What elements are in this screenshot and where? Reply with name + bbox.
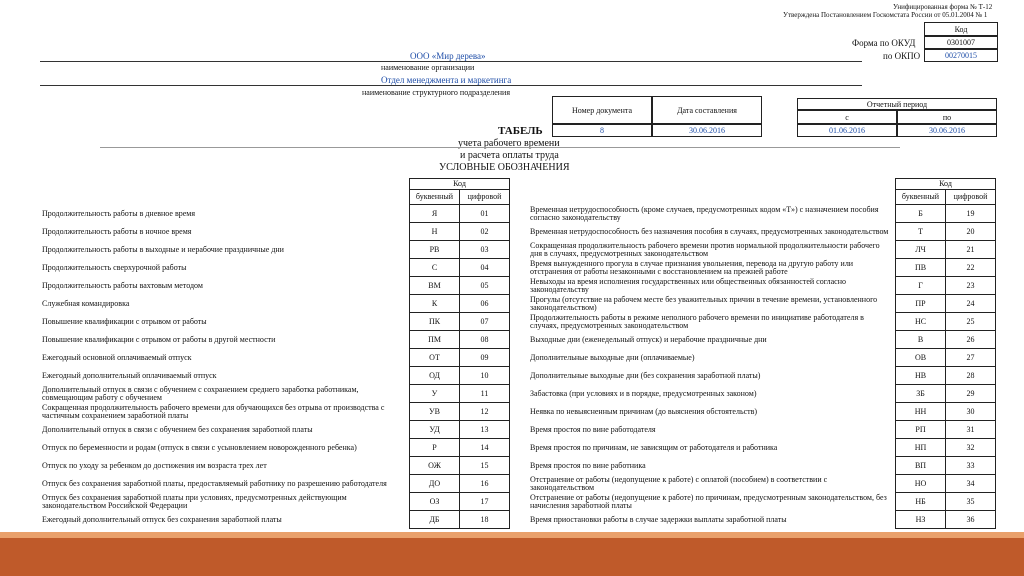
legend-letter-code: УД: [410, 421, 460, 439]
legend-letter-code: ПР: [896, 295, 946, 313]
legend-letter-code: НВ: [896, 367, 946, 385]
legend-description: Продолжительность сверхурочной работы: [42, 262, 187, 272]
legend-letter-code: НО: [896, 475, 946, 493]
legend-digit-header: цифровой: [460, 190, 510, 205]
legend-digit-code: 10: [460, 367, 510, 385]
legend-digit-code: 14: [460, 439, 510, 457]
legend-table-right: [528, 178, 996, 529]
legend-description: Временная нетрудоспособность без назначения пособия в случаях, предусмотренных законодательством: [530, 226, 889, 236]
legend-digit-code: 22: [946, 259, 996, 277]
legend-description: Ежегодный дополнительный отпуск без сохранения заработной платы: [42, 514, 282, 524]
legend-description: Забастовка (при условиях и в порядке, предусмотренных законом): [530, 388, 757, 398]
legend-letter-code: НЗ: [896, 511, 946, 529]
legend-description: Невыходы на время исполнения государственных или общественных обязанностей согласно законодательству: [530, 276, 846, 294]
legend-row: [528, 349, 996, 367]
document-subtitle-1: учета рабочего времени: [458, 138, 560, 149]
legend-description: Ежегодный дополнительный оплачиваемый отпуск: [42, 370, 217, 380]
legend-letter-code: ОЗ: [410, 493, 460, 511]
legend-letter-code: Н: [410, 223, 460, 241]
legend-description: Неявка по невыясненным причинам (до выяснения обстоятельств): [530, 406, 758, 416]
legend-digit-code: 06: [460, 295, 510, 313]
bottom-bar: [0, 538, 1024, 576]
legend-row: [528, 205, 996, 223]
legend-description: Сокращенная продолжительность рабочего времени против нормальной продолжительности рабочего дня в случаях, предусмотренных законодательством: [530, 240, 880, 258]
doc-number-header: Номер документа: [552, 96, 652, 124]
legend-description: Время простоя по причинам, не зависящим от работодателя и работника: [530, 442, 778, 452]
legend-letter-code: ОТ: [410, 349, 460, 367]
organization-name: ООО «Мир дерева»: [410, 51, 486, 61]
legend-kod-header: Код: [410, 179, 510, 190]
legend-row: [40, 367, 510, 385]
legend-row: [40, 457, 510, 475]
legend-description: Прогулы (отсутствие на рабочем месте без уважительных причин в течение времени, установленного законодательством): [530, 294, 878, 312]
legend-description: Время вынужденного прогула в случае признания увольнения, перевода на другую работу или отстранения от работы незаконными с восстановлением на прежней работе: [530, 258, 854, 276]
legend-digit-code: 27: [946, 349, 996, 367]
legend-row: [40, 259, 510, 277]
legend-letter-code: Р: [410, 439, 460, 457]
legend-digit-code: 31: [946, 421, 996, 439]
legend-description: Продолжительность работы вахтовым методом: [42, 280, 203, 290]
department-caption: наименование структурного подразделения: [362, 88, 511, 97]
form-number: Унифицированная форма № Т-12: [893, 3, 993, 11]
legend-description: Время простоя по вине работника: [530, 460, 646, 470]
legend-digit-code: 05: [460, 277, 510, 295]
legend-digit-code: 32: [946, 439, 996, 457]
okud-value-cell: 0301007: [924, 36, 998, 49]
legend-digit-code: 23: [946, 277, 996, 295]
legend-letter-code: ЗБ: [896, 385, 946, 403]
legend-digit-code: 09: [460, 349, 510, 367]
legend-description: Служебная командировка: [42, 298, 130, 308]
legend-letter-code: УВ: [410, 403, 460, 421]
legend-letter-code: ПК: [410, 313, 460, 331]
legend-description: Отстранение от работы (недопущение к работе) по причинам, предусмотренным законодательством, без начисления заработной платы: [530, 492, 887, 510]
legend-description: Дополнительные выходные дни (оплачиваемые): [530, 352, 695, 362]
legend-letter-code: ОЖ: [410, 457, 460, 475]
legend-row: [528, 475, 996, 493]
legend-letter-code: ОД: [410, 367, 460, 385]
legend-row: [40, 205, 510, 223]
legend-letter-code: К: [410, 295, 460, 313]
legend-row: [40, 385, 510, 403]
legend-digit-code: 34: [946, 475, 996, 493]
legend-row: [528, 493, 996, 511]
legend-digit-code: 02: [460, 223, 510, 241]
legend-digit-code: 29: [946, 385, 996, 403]
legend-description: Время простоя по вине работодателя: [530, 424, 656, 434]
legend-description: Продолжительность работы в ночное время: [42, 226, 192, 236]
legend-row: [40, 223, 510, 241]
subtitle-line: [100, 147, 900, 148]
legend-letter-code: РП: [896, 421, 946, 439]
legend-letter-code: НП: [896, 439, 946, 457]
period-from-header: с: [797, 110, 897, 124]
legend-letter-code: ПМ: [410, 331, 460, 349]
period-from-value: 01.06.2016: [797, 124, 897, 137]
legend-digit-code: 15: [460, 457, 510, 475]
kod-header-cell: Код: [924, 22, 998, 36]
legend-row: [528, 223, 996, 241]
legend-letter-code: ОВ: [896, 349, 946, 367]
legend-letter-code: Г: [896, 277, 946, 295]
organization-caption: наименование организации: [381, 63, 475, 72]
legend-letter-code: РВ: [410, 241, 460, 259]
legend-description: Отпуск по беременности и родам (отпуск в связи с усыновлением новорожденного ребенка): [42, 442, 357, 452]
legend-letter-code: У: [410, 385, 460, 403]
legend-description: Дополнительные выходные дни (без сохранения заработной платы): [530, 370, 761, 380]
legend-digit-code: 12: [460, 403, 510, 421]
legend-row: [40, 295, 510, 313]
legend-description: Повышение квалификации с отрывом от работы: [42, 316, 207, 326]
legend-digit-code: 07: [460, 313, 510, 331]
doc-number-value: 8: [552, 124, 652, 137]
legend-digit-code: 19: [946, 205, 996, 223]
legend-letter-code: ВП: [896, 457, 946, 475]
legend-description: Время приостановки работы в случае задержки выплаты заработной платы: [530, 514, 787, 524]
legend-digit-code: 25: [946, 313, 996, 331]
legend-letter-code: Я: [410, 205, 460, 223]
legend-letter-code: С: [410, 259, 460, 277]
legend-digit-code: 04: [460, 259, 510, 277]
department-underline: [40, 85, 862, 86]
legend-row: [528, 385, 996, 403]
legend-row: [40, 277, 510, 295]
doc-date-value: 30.06.2016: [652, 124, 762, 137]
legend-description: Продолжительность работы в выходные и нерабочие праздничные дни: [42, 244, 284, 254]
department-name: Отдел менеджмента и маркетинга: [381, 75, 512, 85]
legend-description: Временная нетрудоспособность (кроме случаев, предусмотренных кодом «Т») с назначением пособия согласно законодательству: [530, 204, 879, 222]
legend-digit-code: 30: [946, 403, 996, 421]
organization-underline: [40, 61, 862, 62]
legend-row: [528, 277, 996, 295]
legend-row: [40, 331, 510, 349]
legend-row: [40, 403, 510, 421]
legend-row: [40, 241, 510, 259]
legend-description: Сокращенная продолжительность рабочего времени для обучающихся без отрыва от производства с частичным сохранением заработной платы: [42, 402, 385, 420]
legend-digit-code: 35: [946, 493, 996, 511]
legend-row: [528, 457, 996, 475]
document-subtitle-2: и расчета оплаты труда: [460, 150, 559, 161]
legend-digit-code: 03: [460, 241, 510, 259]
legend-row: [528, 511, 996, 529]
okpo-label: по ОКПО: [883, 51, 921, 61]
legend-row: [528, 295, 996, 313]
legend-digit-code: 18: [460, 511, 510, 529]
legend-digit-code: 16: [460, 475, 510, 493]
report-period-header: Отчетный период: [797, 98, 997, 110]
legend-digit-code: 28: [946, 367, 996, 385]
legend-row: [528, 439, 996, 457]
legend-description: Отпуск без сохранения заработной платы при условиях, предусмотренных действующим законодательством Российской Федерации: [42, 492, 347, 510]
legend-digit-code: 17: [460, 493, 510, 511]
legend-row: [528, 421, 996, 439]
legend-row: [40, 511, 510, 529]
legend-digit-code: 13: [460, 421, 510, 439]
document-title: ТАБЕЛЬ: [498, 125, 543, 137]
period-to-header: по: [897, 110, 997, 124]
legend-letter-code: НН: [896, 403, 946, 421]
legend-letter-code: ВМ: [410, 277, 460, 295]
legend-row: [528, 331, 996, 349]
legend-letter-code: НБ: [896, 493, 946, 511]
legend-kod-header: Код: [896, 179, 996, 190]
legend-digit-header: цифровой: [946, 190, 996, 205]
legend-letter-code: В: [896, 331, 946, 349]
legend-letter-code: ПВ: [896, 259, 946, 277]
legend-digit-code: 20: [946, 223, 996, 241]
legend-letter-code: ДО: [410, 475, 460, 493]
legend-row: [40, 475, 510, 493]
legend-letter-code: Т: [896, 223, 946, 241]
okud-label: Форма по ОКУД: [852, 38, 916, 48]
legend-description: Дополнительный отпуск в связи с обучением с сохранением среднего заработка работникам, совмещающим работу с обучением: [42, 384, 359, 402]
legend-row: [528, 241, 996, 259]
legend-digit-code: 26: [946, 331, 996, 349]
okpo-value-cell: 00270015: [924, 49, 998, 62]
legend-digit-code: 21: [946, 241, 996, 259]
legend-row: [40, 439, 510, 457]
legend-title: УСЛОВНЫЕ ОБОЗНАЧЕНИЯ: [439, 162, 570, 173]
legend-digit-code: 01: [460, 205, 510, 223]
legend-description: Отстранение от работы (недопущение к работе) с оплатой (пособием) в соответствии с законодательством: [530, 474, 828, 492]
legend-description: Выходные дни (еженедельный отпуск) и нерабочие праздничные дни: [530, 334, 767, 344]
legend-row: [528, 313, 996, 331]
legend-row: [40, 313, 510, 331]
legend-digit-code: 11: [460, 385, 510, 403]
legend-row: [528, 403, 996, 421]
legend-row: [40, 349, 510, 367]
legend-letter-code: Б: [896, 205, 946, 223]
legend-row: [40, 493, 510, 511]
legend-letter-code: ЛЧ: [896, 241, 946, 259]
legend-letter-header: буквенный: [896, 190, 946, 205]
legend-description: Продолжительность работы в дневное время: [42, 208, 196, 218]
legend-letter-header: буквенный: [410, 190, 460, 205]
form-approval: Утверждена Постановлением Госкомстата России от 05.01.2004 № 1: [783, 11, 988, 19]
legend-letter-code: НС: [896, 313, 946, 331]
legend-description: Отпуск без сохранения заработной платы, предоставляемый работнику по разрешению работодателя: [42, 478, 387, 488]
legend-description: Ежегодный основной оплачиваемый отпуск: [42, 352, 192, 362]
legend-digit-code: 24: [946, 295, 996, 313]
legend-description: Отпуск по уходу за ребенком до достижения им возраста трех лет: [42, 460, 267, 470]
legend-digit-code: 08: [460, 331, 510, 349]
period-to-value: 30.06.2016: [897, 124, 997, 137]
legend-digit-code: 36: [946, 511, 996, 529]
legend-digit-code: 33: [946, 457, 996, 475]
legend-letter-code: ДБ: [410, 511, 460, 529]
legend-row: [528, 367, 996, 385]
legend-description: Дополнительный отпуск в связи с обучением без сохранения заработной платы: [42, 424, 313, 434]
doc-date-header: Дата составления: [652, 96, 762, 124]
legend-table-left: [40, 178, 510, 529]
legend-row: [40, 421, 510, 439]
legend-description: Продолжительность работы в режиме неполного рабочего времени по инициативе работодателя в случаях, предусмотренных законодательством: [530, 312, 864, 330]
legend-row: [528, 259, 996, 277]
legend-description: Повышение квалификации с отрывом от работы в другой местности: [42, 334, 276, 344]
